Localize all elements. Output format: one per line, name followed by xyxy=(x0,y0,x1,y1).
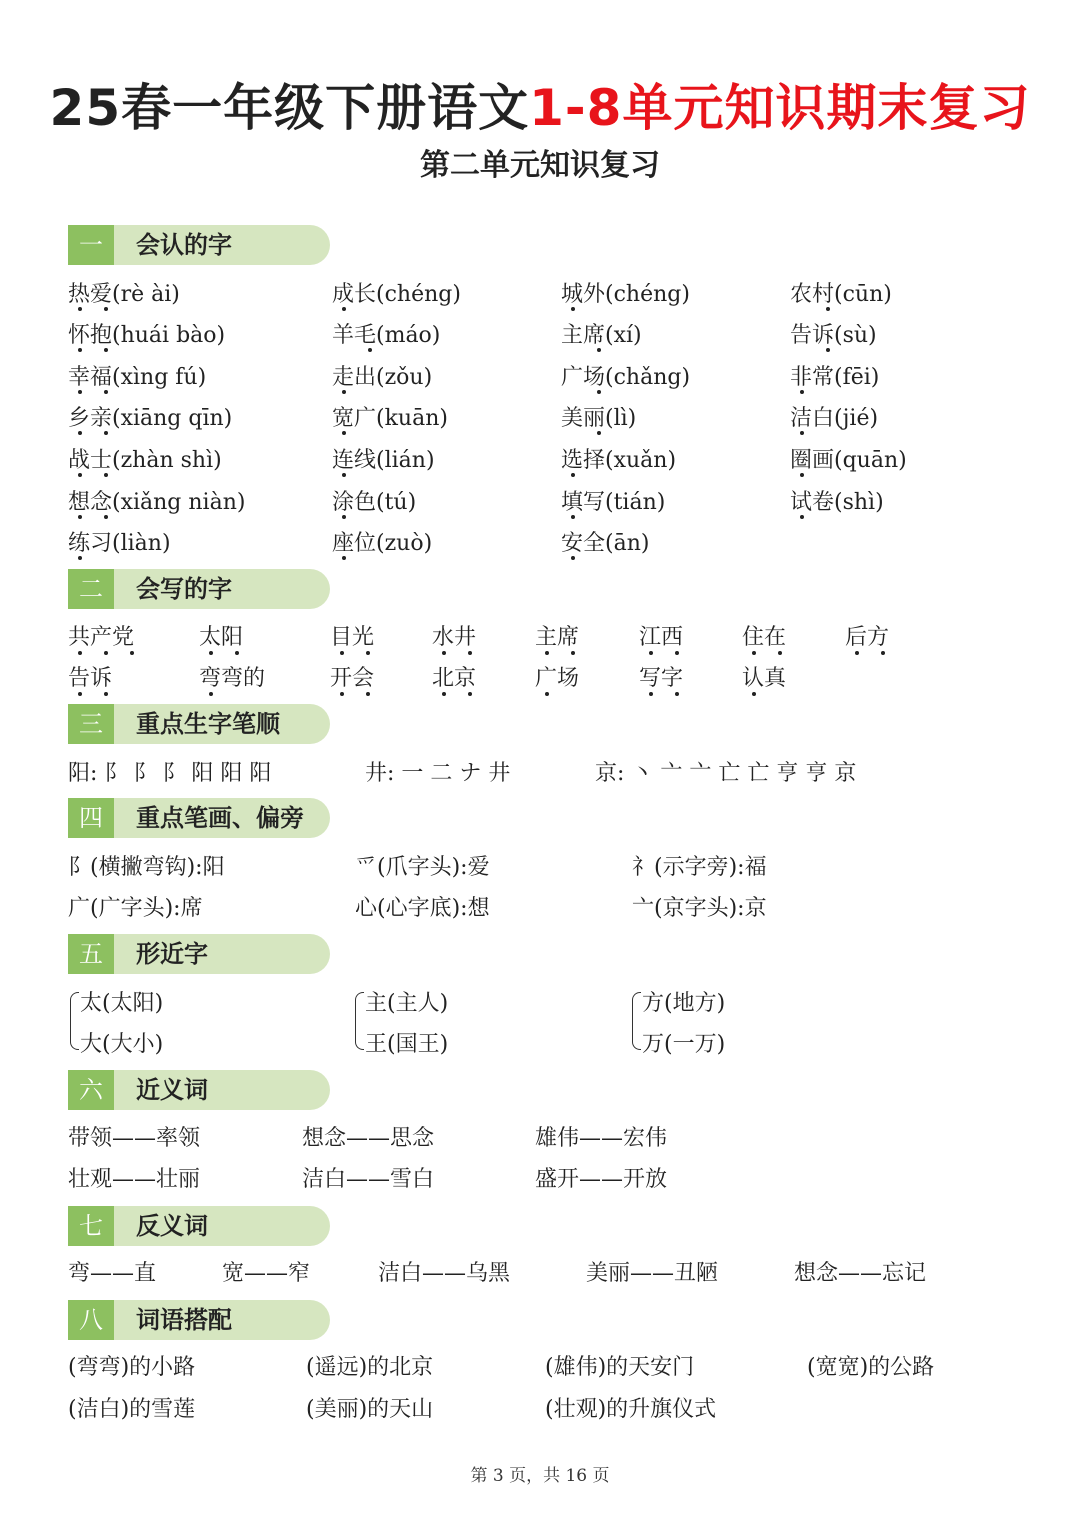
antonym-pair: 弯——直 xyxy=(68,1261,157,1286)
write-word: 共产党 xyxy=(68,625,135,650)
stroke-char: 井 xyxy=(365,761,388,786)
emphasis-dot xyxy=(752,651,756,655)
emphasis-dot xyxy=(104,390,108,394)
emphasis-dot xyxy=(571,515,575,519)
synonym-pair: 盛开——开放 xyxy=(535,1167,668,1192)
brace-icon xyxy=(355,992,364,1050)
similar-char: 大(大小) xyxy=(80,1032,164,1057)
similar-char: 万(一万) xyxy=(642,1032,726,1057)
section-number: 八 xyxy=(68,1300,114,1340)
synonym-pair: 洁白——雪白 xyxy=(302,1167,435,1192)
emphasis-dot xyxy=(442,692,446,696)
section-number: 二 xyxy=(68,569,114,609)
emphasis-dot xyxy=(342,390,346,394)
similar-char: 王(国王) xyxy=(365,1032,449,1057)
radical-item: 礻(示字旁):福 xyxy=(632,855,767,880)
antonym-pair: 想念——忘记 xyxy=(794,1261,927,1286)
recognize-word: 幸福(xìng fú) xyxy=(68,365,207,390)
page-title xyxy=(0,68,1080,140)
emphasis-dot xyxy=(597,431,601,435)
emphasis-dot xyxy=(342,431,346,435)
emphasis-dot xyxy=(235,651,239,655)
section-title: 重点生字笔顺 xyxy=(136,710,280,738)
similar-char: 主(主人) xyxy=(365,991,449,1016)
stroke-sequence: 一 二 ナ 井 xyxy=(401,761,511,786)
emphasis-dot xyxy=(209,692,213,696)
emphasis-dot xyxy=(778,651,782,655)
section-number: 四 xyxy=(68,798,114,838)
section-header-5 xyxy=(68,934,330,974)
emphasis-dot xyxy=(342,307,346,311)
emphasis-dot xyxy=(571,651,575,655)
section-number: 七 xyxy=(68,1206,114,1246)
title-main: 25春一年级下册语文 xyxy=(49,79,530,137)
emphasis-dot xyxy=(366,651,370,655)
emphasis-dot xyxy=(78,515,82,519)
synonym-pair: 雄伟——宏伟 xyxy=(535,1126,668,1151)
recognize-word: 非常(fēi) xyxy=(790,365,880,390)
page-footer: 第 3 页，共 16 页 xyxy=(470,1466,610,1486)
emphasis-dot xyxy=(78,651,82,655)
recognize-word: 广场(chǎng) xyxy=(561,365,691,390)
emphasis-dot xyxy=(800,390,804,394)
emphasis-dot xyxy=(78,348,82,352)
radical-item: 广(广字头):席 xyxy=(68,896,203,921)
brace-icon xyxy=(632,992,641,1050)
collocation: (遥远)的北京 xyxy=(306,1355,434,1380)
recognize-word: 安全(ān) xyxy=(561,531,650,556)
recognize-word: 农村(cūn) xyxy=(790,282,892,307)
recognize-word: 练习(liàn) xyxy=(68,531,171,556)
emphasis-dot xyxy=(340,651,344,655)
emphasis-dot xyxy=(468,692,472,696)
recognize-word: 乡亲(xiāng qīn) xyxy=(68,406,233,431)
page-subtitle: 第二单元知识复习 xyxy=(420,148,660,183)
section-title: 反义词 xyxy=(136,1212,208,1240)
emphasis-dot xyxy=(342,556,346,560)
emphasis-dot xyxy=(855,651,859,655)
write-word: 写字 xyxy=(639,666,684,691)
emphasis-dot xyxy=(340,692,344,696)
radical-item: 爫(爪字头):爱 xyxy=(355,855,490,880)
emphasis-dot xyxy=(571,307,575,311)
emphasis-dot xyxy=(368,348,372,352)
write-word: 北京 xyxy=(432,666,477,691)
section-title: 词语搭配 xyxy=(136,1306,232,1334)
write-word: 广场 xyxy=(535,666,580,691)
recognize-word: 连线(lián) xyxy=(332,448,435,473)
emphasis-dot xyxy=(130,651,134,655)
emphasis-dot xyxy=(78,692,82,696)
emphasis-dot xyxy=(78,307,82,311)
synonym-pair: 想念——思念 xyxy=(302,1126,435,1151)
collocation: (壮观)的升旗仪式 xyxy=(545,1397,717,1422)
collocation: (美丽)的天山 xyxy=(306,1397,434,1422)
section-title: 会认的字 xyxy=(136,231,232,259)
section-title: 重点笔画、偏旁 xyxy=(136,804,304,832)
recognize-word: 圈画(quān) xyxy=(790,448,907,473)
collocation: (宽宽)的公路 xyxy=(807,1355,935,1380)
recognize-word: 想念(xiǎng niàn) xyxy=(68,490,246,515)
emphasis-dot xyxy=(104,692,108,696)
emphasis-dot xyxy=(800,473,804,477)
emphasis-dot xyxy=(209,651,213,655)
emphasis-dot xyxy=(342,473,346,477)
section-header-1 xyxy=(68,225,330,265)
antonym-pair: 美丽——丑陋 xyxy=(586,1261,719,1286)
emphasis-dot xyxy=(78,431,82,435)
recognize-word: 试卷(shì) xyxy=(790,490,884,515)
emphasis-dot xyxy=(675,651,679,655)
section-number: 六 xyxy=(68,1070,114,1110)
emphasis-dot xyxy=(78,390,82,394)
section-header-7 xyxy=(68,1206,330,1246)
section-header-8 xyxy=(68,1300,330,1340)
write-word: 太阳 xyxy=(199,625,244,650)
emphasis-dot xyxy=(342,515,346,519)
collocation: (弯弯)的小路 xyxy=(68,1355,196,1380)
section-title: 形近字 xyxy=(136,940,208,968)
section-number: 五 xyxy=(68,934,114,974)
antonym-pair: 宽——窄 xyxy=(222,1261,311,1286)
emphasis-dot xyxy=(649,692,653,696)
emphasis-dot xyxy=(104,307,108,311)
emphasis-dot xyxy=(78,556,82,560)
stroke-char: 阳 xyxy=(68,761,91,786)
section-header-3 xyxy=(68,704,330,744)
write-word: 开会 xyxy=(330,666,375,691)
stroke-order-yang: 阳: 阝 阝 阝 阳 阳 阳 xyxy=(68,761,272,786)
emphasis-dot xyxy=(597,348,601,352)
recognize-word: 成长(chéng) xyxy=(332,282,461,307)
title-highlight: 1-8单元知识期末复习 xyxy=(529,79,1031,137)
section-header-6 xyxy=(68,1070,330,1110)
recognize-word: 洁白(jié) xyxy=(790,406,879,431)
emphasis-dot xyxy=(442,651,446,655)
write-word: 目光 xyxy=(330,625,375,650)
section-title: 近义词 xyxy=(136,1076,208,1104)
write-word: 主席 xyxy=(535,625,580,650)
radical-item: 阝(横撇弯钩):阳 xyxy=(68,855,225,880)
emphasis-dot xyxy=(800,515,804,519)
section-number: 一 xyxy=(68,225,114,265)
stroke-sequence: 阝 阝 阝 阳 阳 阳 xyxy=(104,761,272,786)
radical-item: 亠(京字头):京 xyxy=(632,896,767,921)
similar-char: 方(地方) xyxy=(642,991,726,1016)
stroke-char: 京 xyxy=(595,761,618,786)
similar-char: 太(太阳) xyxy=(80,991,164,1016)
emphasis-dot xyxy=(881,651,885,655)
emphasis-dot xyxy=(545,692,549,696)
write-word: 告诉 xyxy=(68,666,113,691)
section-header-4 xyxy=(68,798,330,838)
emphasis-dot xyxy=(545,651,549,655)
synonym-pair: 壮观——壮丽 xyxy=(68,1167,201,1192)
emphasis-dot xyxy=(366,692,370,696)
recognize-word: 战士(zhàn shì) xyxy=(68,448,222,473)
recognize-word: 热爱(rè ài) xyxy=(68,282,180,307)
antonym-pair: 洁白——乌黑 xyxy=(378,1261,511,1286)
recognize-word: 城外(chéng) xyxy=(561,282,690,307)
emphasis-dot xyxy=(468,651,472,655)
write-word: 后方 xyxy=(845,625,890,650)
section-header-2 xyxy=(68,569,330,609)
emphasis-dot xyxy=(104,348,108,352)
stroke-order-jing: 井: 一 二 ナ 井 xyxy=(365,761,511,786)
recognize-word: 宽广(kuān) xyxy=(332,406,448,431)
emphasis-dot xyxy=(800,431,804,435)
emphasis-dot xyxy=(104,651,108,655)
emphasis-dot xyxy=(571,473,575,477)
stroke-order-jing-capital: 京: 丶 亠 亠 亡 亡 亨 亨 京 xyxy=(595,761,857,786)
emphasis-dot xyxy=(104,515,108,519)
emphasis-dot xyxy=(104,431,108,435)
collocation: (雄伟)的天安门 xyxy=(545,1355,695,1380)
emphasis-dot xyxy=(826,307,830,311)
emphasis-dot xyxy=(104,473,108,477)
collocation: (洁白)的雪莲 xyxy=(68,1397,196,1422)
radical-item: 心(心字底):想 xyxy=(355,896,490,921)
recognize-word: 涂色(tú) xyxy=(332,490,417,515)
recognize-word: 怀抱(huái bào) xyxy=(68,323,226,348)
synonym-pair: 带领——率领 xyxy=(68,1126,201,1151)
recognize-word: 走出(zǒu) xyxy=(332,365,433,390)
section-title: 会写的字 xyxy=(136,575,232,603)
section-number: 三 xyxy=(68,704,114,744)
write-word: 认真 xyxy=(742,666,787,691)
recognize-word: 座位(zuò) xyxy=(332,531,433,556)
recognize-word: 主席(xí) xyxy=(561,323,642,348)
write-word: 住在 xyxy=(742,625,787,650)
recognize-word: 填写(tián) xyxy=(561,490,666,515)
emphasis-dot xyxy=(597,390,601,394)
emphasis-dot xyxy=(649,651,653,655)
recognize-word: 羊毛(máo) xyxy=(332,323,441,348)
write-word: 水井 xyxy=(432,625,477,650)
emphasis-dot xyxy=(571,556,575,560)
stroke-sequence: 丶 亠 亠 亡 亡 亨 亨 京 xyxy=(631,761,857,786)
emphasis-dot xyxy=(826,348,830,352)
recognize-word: 告诉(sù) xyxy=(790,323,877,348)
write-word: 江西 xyxy=(639,625,684,650)
emphasis-dot xyxy=(78,473,82,477)
write-word: 弯弯的 xyxy=(199,666,266,691)
emphasis-dot xyxy=(675,692,679,696)
emphasis-dot xyxy=(752,692,756,696)
recognize-word: 美丽(lì) xyxy=(561,406,637,431)
recognize-word: 选择(xuǎn) xyxy=(561,448,677,473)
brace-icon xyxy=(70,992,79,1050)
